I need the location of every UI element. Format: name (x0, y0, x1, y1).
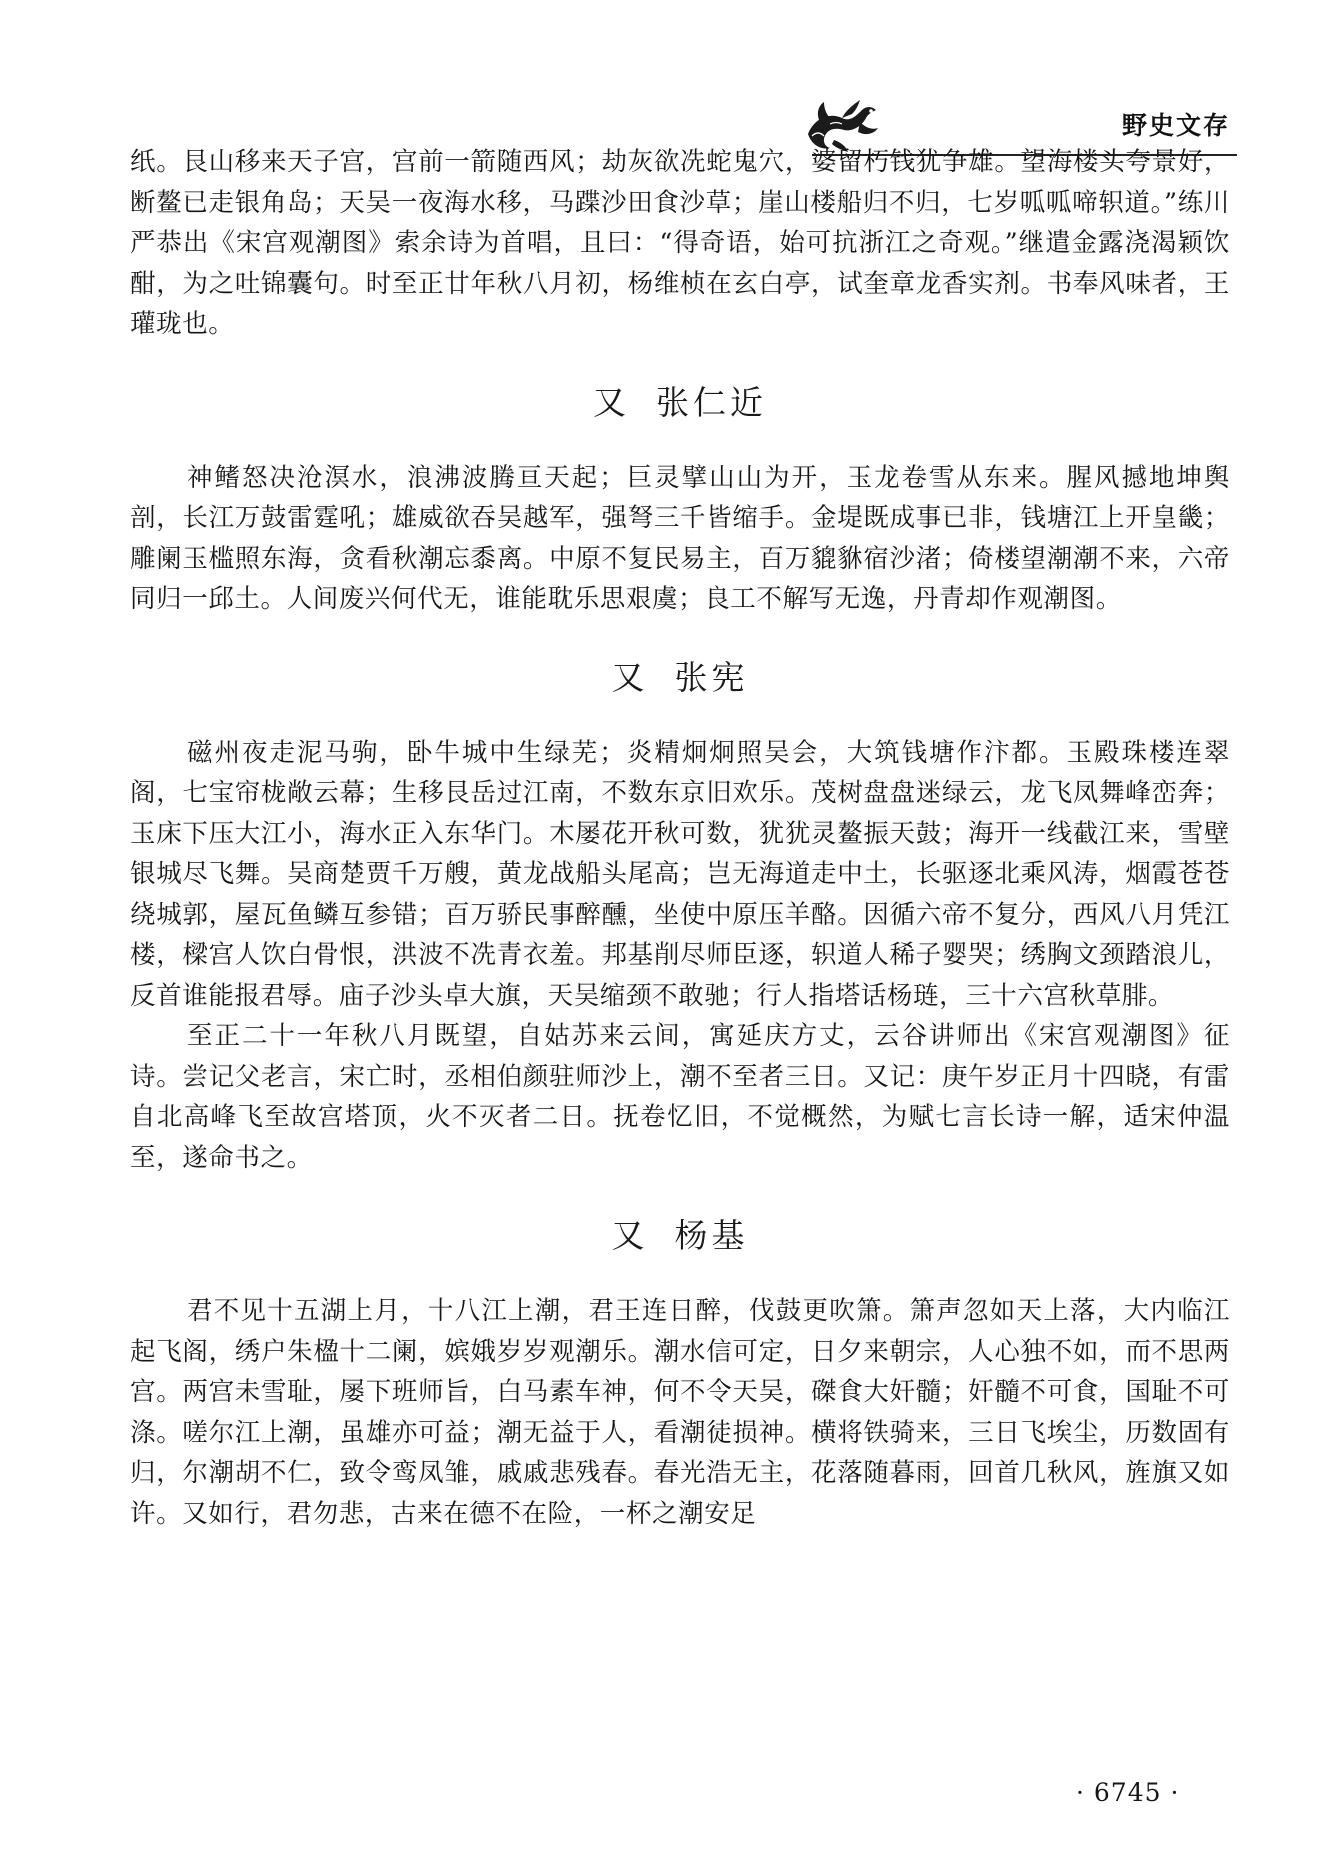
section-title-zhang-xian (130, 652, 1230, 699)
section-title-zhang-renjin (130, 377, 1230, 424)
page-number: · 6745 · (1076, 1778, 1180, 1807)
paragraph-continued: 纸。艮山移来天子宫，宫前一箭随西风；劫灰欲冼蛇鬼穴，婆留朽钱犹争雄。望海楼头夸景好，断鳌已走银角岛；天吴一夜海水移，马蹀沙田食沙草；崖山楼船归不归，七岁呱呱啼轵道。”练川严恭出《宋宫观潮图》索余诗为首唱，且曰：“得奇语，始可抗浙江之奇观。”继遣金露浇渴颖饮酣，为之吐锦囊句。时至正廿年秋八月初，杨维桢在玄白亭，试奎章龙香实剂。书奉风味者，王瓘珑也。 (130, 147, 1230, 339)
section-title-mark: 又 (611, 657, 649, 697)
section-title-author: 张仁近 (656, 382, 767, 422)
section-title-mark: 又 (611, 1216, 649, 1255)
colophon-zhang-xian: 至正二十一年秋八月既望，自姑苏来云间，寓延庆方丈，云谷讲师出《宋宫观潮图》征诗。尝记父老言，宋亡时，丞相伯颜驻师沙上，潮不至者三日。又记：庚午岁正月十四晓，有雷自北高峰飞至故宫塔顶，火不灭者二日。抚卷忆旧，不觉概然，为赋七言长诗一解，适宋仲温至，遂命书之。 (130, 1021, 1230, 1173)
running-head: 野史文存 (1121, 111, 1230, 140)
section-title-mark: 又 (593, 382, 630, 422)
poem-yang-ji: 君不见十五湖上月，十八江上潮，君王连日醉，伐鼓更吹箫。箫声忽如天上落，大内临江起飞阁，绣户朱楹十二阑，嫔娥岁岁观潮乐。潮水信可定，日夕来朝宗，人心独不如，而不思两宫。两宫未雪耻，屡下班师旨，白马素车神，何不令天吴，磔食大奸髓；奸髓不可食，国耻不可涤。嗟尔江上潮，虽雄亦可益；潮无益于人，看潮徒损神。横将铁骑来，三日飞埃尘，历数固有归，尔潮胡不仁，致令鸾凤雏，戚戚悲残春。春光浩无主，花落随暮雨，回首几秋风，旌旗又如许。又如行，君勿悲，古来在德不在险，一杯之潮安足 (130, 1296, 1230, 1529)
page-content (130, 147, 1230, 1534)
section-title-author: 张宪 (674, 657, 749, 697)
section-title-yang-ji (130, 1210, 1230, 1257)
poem-zhang-renjin: 神鳍怒决沧溟水，浪沸波腾亘天起；巨灵擘山山为开，玉龙卷雪从东来。腥风撼地坤舆剖，长江万鼓雷霆吼；雄威欲吞吴越军，强弩三千皆缩手。金堤既成事已非，钱塘江上开皇畿；雕阑玉槛照东海，贪看秋潮忘黍离。中原不复民易主，百万貔貅宿沙渚；倚楼望潮潮不来，六帝同归一邱土。人间废兴何代无，谁能耽乐思艰虞；良工不解写无逸，丹青却作观潮图。 (130, 462, 1230, 614)
poem-zhang-xian: 磁州夜走泥马驹，卧牛城中生绿芜；炎精炯炯照吴会，大筑钱塘作汴都。玉殿珠楼连翠阁，七宝帘栊敞云幕；生移艮岳过江南，不数东京旧欢乐。茂树盘盘迷绿云，龙飞凤舞峰峦奔；玉床下压大江小，海水正入东华门。木屡花开秋可数，犹犹灵鳌振天鼓；海开一线截江来，雪壁银城尽飞舞。吴商楚贾千万艘，黄龙战船头尾高；岂无海道走中土，长驱逐北乘风涛，烟霞苍苍绕城郭，屋瓦鱼鳞互参错；百万骄民事醉醺，坐使中原压羊酪。因循六帝不复分，西风八月凭江楼，樑宫人饮白骨恨，洪波不冼青衣羞。邦基削尽师臣逐，轵道人稀子婴哭；绣胸文颈踏浪儿，反首谁能报君辱。庙子沙头卓大旗，天吴缩颈不敢驰；行人指塔话杨琏，三十六宫秋草腓。 (130, 737, 1230, 1011)
section-title-author: 杨基 (674, 1216, 749, 1255)
